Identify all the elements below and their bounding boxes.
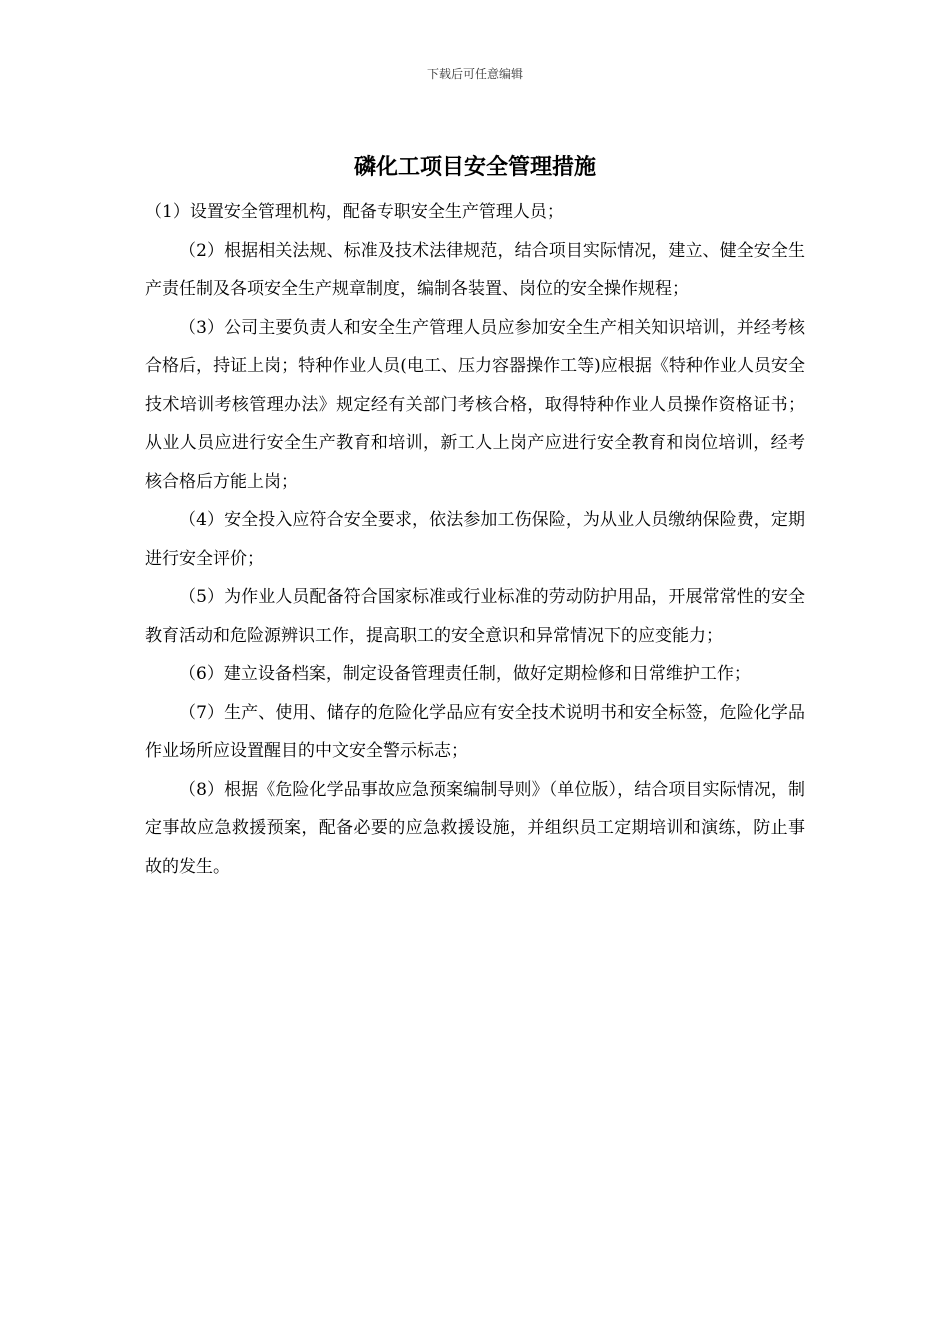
measure-paragraph-1: （1）设置安全管理机构，配备专职安全生产管理人员； <box>145 202 564 222</box>
measure-paragraph-3: （3）公司主要负责人和安全生产管理人员应参加安全生产相关知识培训，并经考核合格后，持证上岗；特种作业人员(电工、压力容器操作工等)应根据《特种作业人员安全技术培训考核管理办法》规定经有关部门考核合格，取得特种作业人员操作资格证书；从业人员应进行安全生产教育和培训，新工人上岗产应进行安全教育和岗位培训，经考核合格后方能上岗； <box>145 317 805 492</box>
document-title: 磷化工项目安全管理措施 <box>353 155 596 180</box>
measure-paragraph-5: （5）为作业人员配备符合国家标准或行业标准的劳动防护用品，开展常常性的安全教育活动和危险源辨识工作，提高职工的安全意识和异常情况下的应变能力； <box>145 587 805 646</box>
document-body <box>145 193 805 886</box>
measure-paragraph-6: （6）建立设备档案，制定设备管理责任制，做好定期检修和日常维护工作； <box>179 664 751 684</box>
measure-paragraph-8: （8）根据《危险化学品事故应急预案编制导则》（单位版），结合项目实际情况，制定事故应急救援预案，配备必要的应急救援设施，并组织员工定期培训和演练，防止事故的发生。 <box>145 779 805 877</box>
measure-paragraph-4: （4）安全投入应符合安全要求，依法参加工伤保险，为从业人员缴纳保险费，定期进行安全评价； <box>145 510 805 569</box>
header-note: 下载后可任意编辑 <box>426 67 523 81</box>
measure-paragraph-2: （2）根据相关法规、标准及技术法律规范，结合项目实际情况，建立、健全安全生产责任制及各项安全生产规章制度，编制各装置、岗位的安全操作规程； <box>145 240 805 299</box>
measure-paragraph-7: （7）生产、使用、储存的危险化学品应有安全技术说明书和安全标签，危险化学品作业场所应设置醒目的中文安全警示标志； <box>145 702 805 761</box>
